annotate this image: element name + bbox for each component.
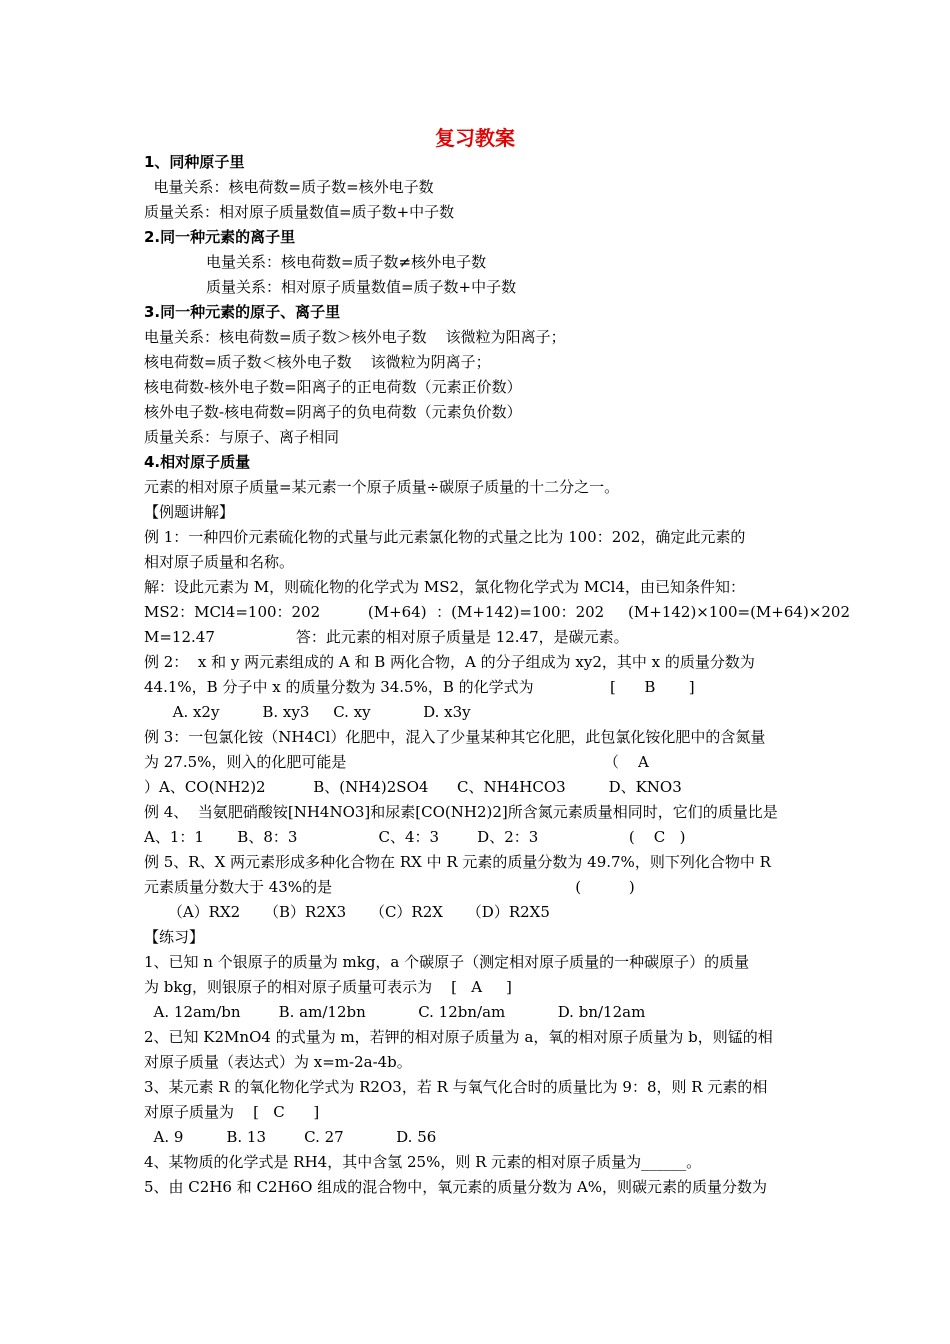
text-line: 【练习】	[144, 928, 205, 946]
text-line: 质量关系：相对原子质量数值=质子数+中子数	[144, 203, 455, 221]
text-line: 电量关系：核电荷数=质子数≠核外电子数	[144, 253, 487, 271]
text-line: ）A、CO(NH2)2 B、(NH4)2SO4 C、NH4HCO3 D、KNO3	[144, 778, 682, 796]
text-line: MS2：MCl4=100：202 (M+64) ：(M+142)=100：202 (M+142)×100=(M+64)×202	[144, 603, 850, 621]
text-line: 为 27.5%，则入的化肥可能是 （ A	[144, 753, 649, 771]
text-line: 1、已知 n 个银原子的质量为 mkg，a 个碳原子（测定相对原子质量的一种碳原子）的质量	[144, 953, 750, 971]
text-line: A. 12am/bn B. am/12bn C. 12bn/am D. bn/12am	[144, 1003, 646, 1021]
text-line: 解：设此元素为 M，则硫化物的化学式为 MS2，氯化物化学式为 MCl4，由已知条件知：	[144, 578, 746, 596]
section-heading: 2.同一种元素的离子里	[144, 228, 296, 246]
text-line: 4、某物质的化学式是 RH4，其中含氢 25%，则 R 元素的相对原子质量为______。	[144, 1153, 702, 1171]
text-line: 例 3：一包氯化铵（NH4Cl）化肥中，混入了少量某种其它化肥，此包氯化铵化肥中的含氮量	[144, 728, 766, 746]
text-line: 电量关系：核电荷数=质子数＞核外电子数 该微粒为阳离子；	[144, 328, 566, 346]
text-line: M=12.47 答：此元素的相对原子质量是 12.47，是碳元素。	[144, 628, 629, 646]
text-line: 2、已知 K2MnO4 的式量为 m，若钾的相对原子质量为 a，氧的相对原子质量为 b，则锰的相	[144, 1028, 773, 1046]
text-line: 元素质量分数大于 43%的是 ( )	[144, 878, 635, 896]
text-line: 例 4、 当氨肥硝酸铵[NH4NO3]和尿素[CO(NH2)2]所含氮元素质量相同时，它们的质量比是	[144, 803, 778, 821]
text-line: 例 1：一种四价元素硫化物的式量与此元素氯化物的式量之比为 100：202，确定此元素的	[144, 528, 746, 546]
section-heading: 3.同一种元素的原子、离子里	[144, 303, 341, 321]
text-line: 质量关系：与原子、离子相同	[144, 428, 340, 446]
page-title: 复习教案	[435, 126, 515, 150]
text-line: 元素的相对原子质量=某元素一个原子质量÷碳原子质量的十二分之一。	[144, 478, 620, 496]
text-line: 核电荷数=质子数＜核外电子数 该微粒为阴离子；	[144, 353, 491, 371]
text-line: 相对原子质量和名称。	[144, 553, 295, 571]
text-line: 电量关系：核电荷数=质子数=核外电子数	[144, 178, 434, 196]
text-line: 为 bkg，则银原子的相对原子质量可表示为 [ A ]	[144, 978, 512, 996]
section-heading: 4.相对原子质量	[144, 453, 251, 471]
text-line: 例 2： x 和 y 两元素组成的 A 和 B 两化合物，A 的分子组成为 xy2，其中 x 的质量分数为	[144, 653, 755, 671]
text-line: A. 9 B. 13 C. 27 D. 56	[144, 1128, 437, 1146]
text-line: 5、由 C2H6 和 C2H6O 组成的混合物中，氧元素的质量分数为 A%，则碳元素的质量分数为	[144, 1178, 768, 1196]
section-heading: 1、同种原子里	[144, 153, 245, 171]
text-line: 核电荷数-核外电子数=阳离子的正电荷数（元素正价数）	[144, 378, 522, 396]
text-line: 核外电子数-核电荷数=阴离子的负电荷数（元素负价数）	[144, 403, 522, 421]
text-line: 【例题讲解】	[144, 503, 235, 521]
text-line: 44.1%，B 分子中 x 的质量分数为 34.5%，B 的化学式为 [ B ]	[144, 678, 695, 696]
text-line: A、1：1 B、8：3 C、4：3 D、2：3 ( C )	[144, 828, 686, 846]
text-line: 对原子质量为 [ C ]	[144, 1103, 320, 1121]
text-line: 对原子质量（表达式）为 x=m-2a-4b。	[144, 1053, 412, 1071]
text-line: A. x2y B. xy3 C. xy D. x3y	[144, 703, 471, 721]
text-line: 质量关系：相对原子质量数值=质子数+中子数	[144, 278, 517, 296]
text-line: （A）RX2 （B）R2X3 （C）R2X （D）R2X5	[144, 903, 550, 921]
text-line: 例 5、R、X 两元素形成多种化合物在 RX 中 R 元素的质量分数为 49.7%，则下列化合物中 R	[144, 853, 771, 871]
text-line: 3、某元素 R 的氧化物化学式为 R2O3，若 R 与氧气化合时的质量比为 9：8，则 R 元素的相	[144, 1078, 768, 1096]
